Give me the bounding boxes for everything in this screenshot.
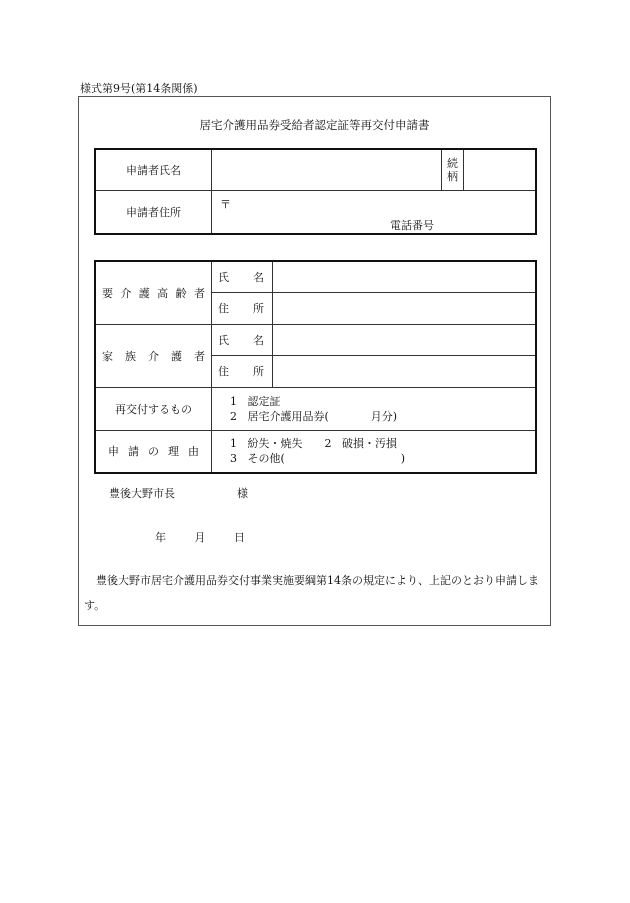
elderly-name-field[interactable]: [273, 261, 537, 292]
elderly-name-label: [212, 261, 273, 292]
name-char: 名: [253, 270, 264, 284]
applicant-address-field[interactable]: [212, 190, 537, 234]
reissue-options: [212, 387, 537, 430]
form-frame: [78, 96, 551, 626]
reason-char: 申: [108, 445, 119, 459]
caregiver-label: [95, 324, 212, 387]
reason-options: [212, 430, 537, 473]
option-suffix: 月分): [370, 409, 398, 423]
caregiver-char: 族: [125, 349, 136, 363]
elderly-address-field[interactable]: [273, 292, 537, 324]
form-number: 様式第9号(第14条関係): [80, 82, 198, 95]
caregiver-name-label: [212, 324, 273, 355]
elderly-char: 要: [102, 286, 113, 300]
reason-label: [95, 430, 212, 473]
phone-label: 電話番号: [390, 218, 434, 232]
option-number: 3: [230, 452, 237, 466]
elderly-char: 介: [120, 286, 132, 300]
elderly-address-label: [212, 292, 273, 324]
caregiver-address-label: [212, 355, 273, 387]
applicant-table: [94, 148, 537, 235]
year-char: 年: [155, 531, 166, 544]
option-number: 2: [324, 437, 332, 451]
elderly-char: 者: [193, 286, 205, 300]
name-char: 氏: [218, 270, 229, 284]
option-number: 1: [230, 394, 237, 408]
option-text: 紛失・焼失: [247, 437, 303, 451]
option-text: 認定証: [247, 394, 281, 408]
option-close: ): [400, 452, 406, 466]
details-table: [94, 260, 537, 474]
reason-char: 由: [188, 445, 199, 459]
option-text: 破損・汚損: [342, 437, 397, 451]
address-char: 住: [218, 302, 229, 315]
reason-char: 理: [168, 445, 179, 459]
statement: 豊後大野市居宅介護用品券交付事業実施要綱第14条の規定により、上記のとおり申請します。: [84, 574, 539, 612]
caregiver-char: 介: [148, 349, 159, 363]
reason-option-lost[interactable]: [230, 436, 303, 451]
relation-label: [442, 149, 464, 190]
reason-option-other[interactable]: [230, 451, 535, 466]
elderly-char: 齢: [175, 286, 187, 300]
addressee: [109, 485, 248, 501]
relation-field[interactable]: [464, 149, 537, 190]
month-char: 月: [194, 531, 206, 544]
day-char: 日: [234, 531, 245, 544]
reason-option-damaged[interactable]: [325, 436, 398, 451]
reissue-label: 再交付するもの: [95, 387, 212, 430]
honorific: 様: [237, 487, 248, 500]
address-char: 所: [253, 365, 264, 378]
caregiver-char: 者: [194, 349, 205, 363]
applicant-name-label: 申請者氏名: [95, 149, 212, 190]
postal-mark: 〒: [220, 197, 231, 211]
applicant-address-label: 申請者住所: [95, 190, 212, 234]
option-text: 居宅介護用品券(: [247, 409, 329, 423]
reissue-option-voucher[interactable]: [230, 409, 535, 424]
reason-char: の: [148, 445, 159, 459]
caregiver-char: 家: [102, 349, 113, 363]
caregiver-name-field[interactable]: [273, 324, 537, 355]
caregiver-char: 護: [171, 349, 182, 363]
reason-option-row1: [230, 436, 535, 451]
name-char: 氏: [218, 333, 229, 347]
address-char: 所: [253, 302, 264, 315]
elderly-label: [95, 261, 212, 324]
name-char: 名: [253, 333, 264, 347]
relation-label-2: 柄: [447, 169, 458, 183]
reason-char: 請: [128, 445, 139, 459]
address-char: 住: [218, 365, 229, 378]
mayor-title: 豊後大野市長: [109, 487, 175, 500]
option-number: 2: [230, 409, 237, 423]
caregiver-address-field[interactable]: [273, 355, 537, 387]
elderly-char: 護: [138, 286, 150, 300]
date-line[interactable]: [155, 529, 245, 545]
elderly-char: 高: [157, 286, 169, 300]
option-number: 1: [230, 437, 237, 451]
applicant-name-field[interactable]: [212, 149, 442, 190]
option-text: その他(: [247, 452, 285, 466]
form-title: 居宅介護用品券受給者認定証等再交付申請書: [199, 118, 430, 132]
relation-label-1: 続: [447, 156, 458, 170]
reissue-option-certificate[interactable]: [230, 394, 535, 409]
